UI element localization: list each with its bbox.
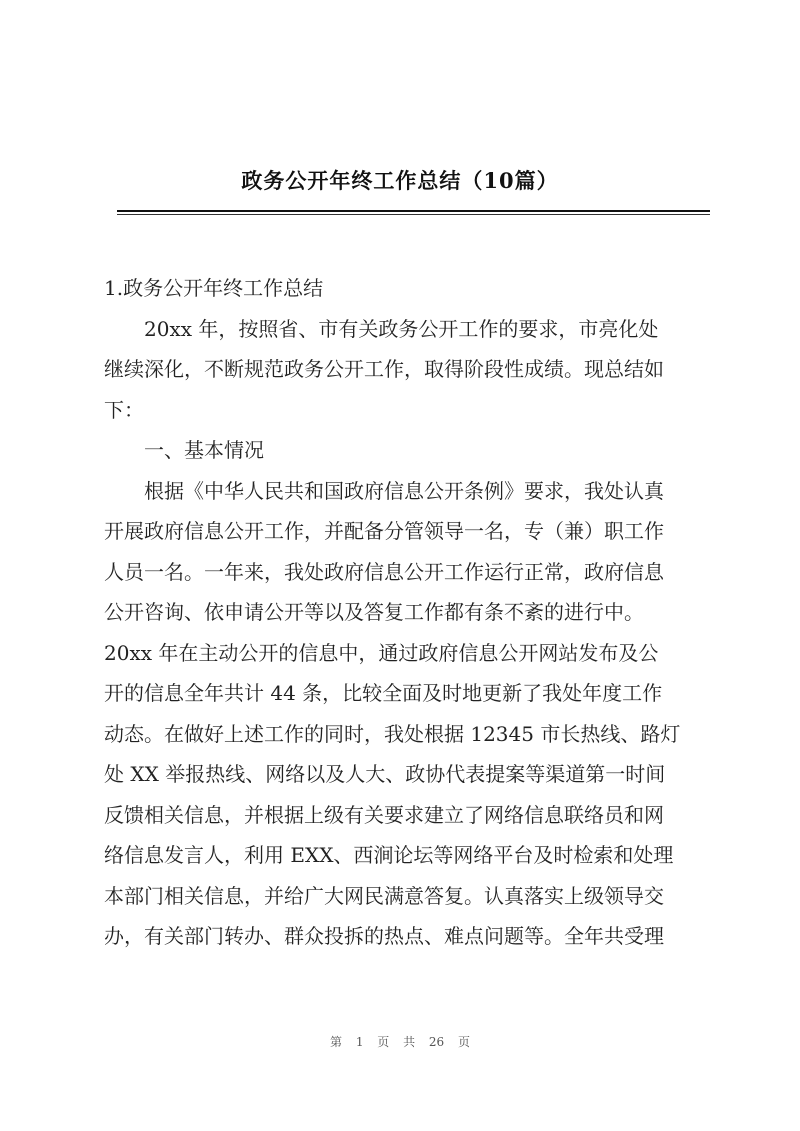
section-heading: 1.政务公开年终工作总结 [104, 276, 324, 300]
paragraph2-line: 反馈相关信息，并根据上级有关要求建立了网络信息联络员和网 [104, 802, 664, 827]
paragraph2-line: 根据《中华人民共和国政府信息公开条例》要求，我处认真 [144, 478, 664, 503]
page-footer: 第 1 页 共 26 页 [330, 1035, 470, 1049]
paragraph1-line: 下： [104, 397, 144, 422]
paragraph1-line: 20xx 年，按照省、市有关政务公开工作的要求，市亮化处 [144, 316, 659, 341]
title-divider-thick [117, 210, 710, 212]
title-divider-thin [117, 214, 710, 215]
paragraph2-line: 络信息发言人，利用 EXX、西涧论坛等网络平台及时检索和处理 [104, 843, 674, 867]
subheading: 一、基本情况 [144, 438, 264, 462]
paragraph2-line: 人员一名。一年来，我处政府信息公开工作运行正常，政府信息 [104, 559, 664, 584]
paragraph2-line: 公开咨询、依申请公开等以及答复工作都有条不紊的进行中。 [104, 600, 644, 624]
paragraph2-line: 开的信息全年共计 44 条，比较全面及时地更新了我处年度工作 [104, 681, 663, 705]
paragraph2-line: 开展政府信息公开工作，并配备分管领导一名，专（兼）职工作 [104, 519, 664, 543]
document-body [104, 268, 716, 957]
document-title: 政务公开年终工作总结（10篇） [241, 168, 559, 193]
paragraph2-line: 本部门相关信息，并给广大网民满意答复。认真落实上级领导交 [104, 883, 664, 908]
paragraph2-line: 办，有关部门转办、群众投拆的热点、难点问题等。全年共受理 [104, 924, 664, 948]
paragraph2-line: 20xx 年在主动公开的信息中，通过政府信息公开网站发布及公 [104, 640, 659, 665]
paragraph2-line: 动态。在做好上述工作的同时，我处根据 12345 市长热线、路灯 [104, 721, 681, 746]
paragraph2-line: 处 XX 举报热线、网络以及人大、政协代表提案等渠道第一时间 [104, 762, 666, 786]
paragraph1-line: 继续深化，不断规范政务公开工作，取得阶段性成绩。现总结如 [104, 357, 664, 381]
